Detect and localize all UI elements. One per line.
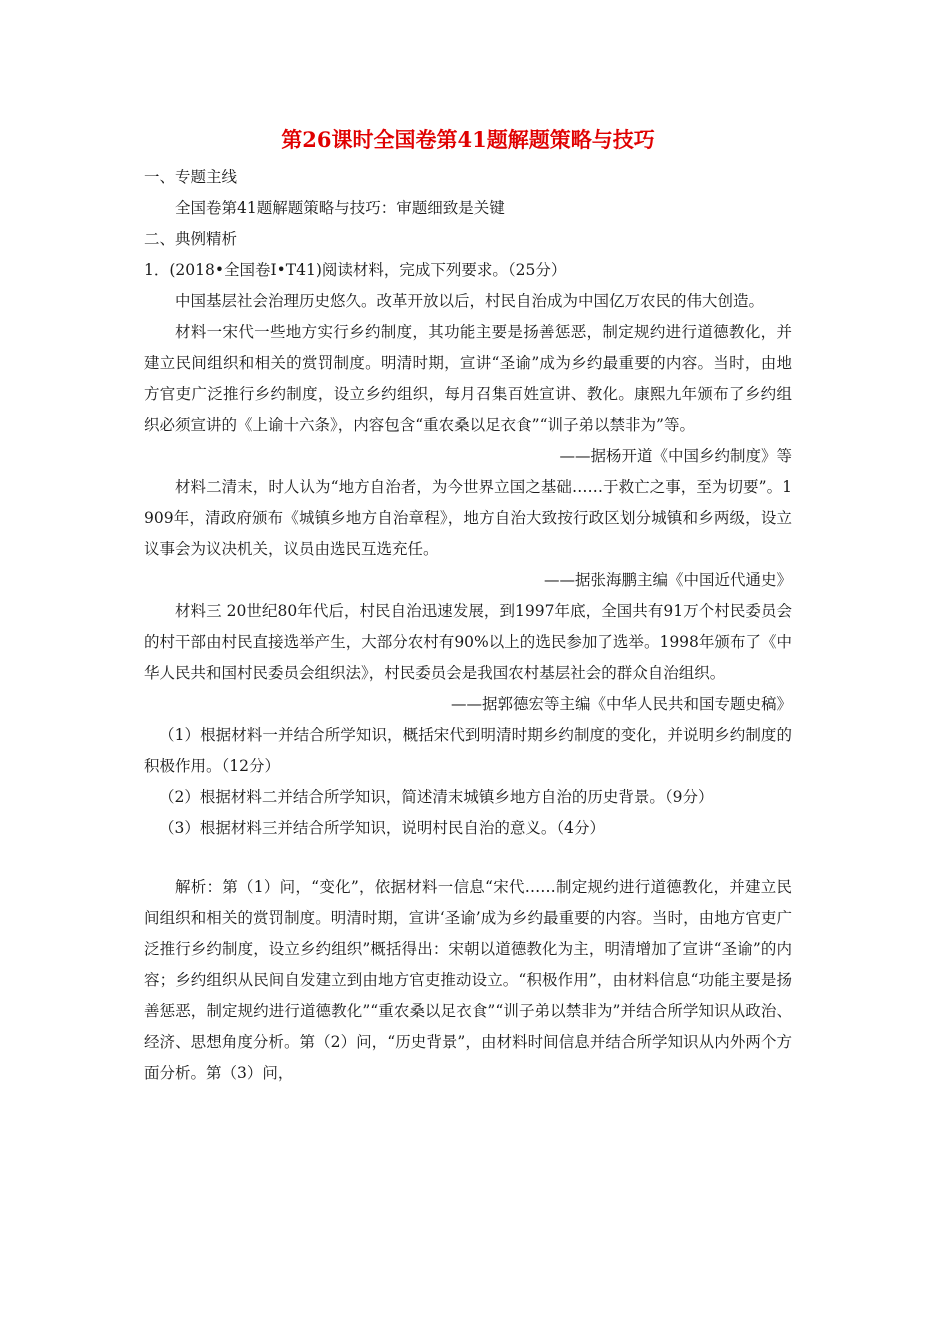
spacer bbox=[144, 844, 792, 872]
material-two: 材料二清末，时人认为“地方自治者，为今世界立国之基础……于救亡之事，至为切要”。1909年，清政府颁布《城镇乡地方自治章程》，地方自治大致按行政区划分城镇和乡两级，设立议事会为议决机关，议员由选民互选充任。 bbox=[144, 478, 792, 558]
section-heading-main-line: 一、专题主线 bbox=[144, 168, 238, 186]
document-page bbox=[144, 120, 792, 1089]
question-intro: 中国基层社会治理历史悠久。改革开放以后，村民自治成为中国亿万农民的伟大创造。 bbox=[175, 292, 765, 310]
material-one-source: ——据杨开道《中国乡约制度》等 bbox=[559, 447, 792, 465]
material-three-source: ——据郭德宏等主编《中华人民共和国专题史稿》 bbox=[450, 695, 792, 713]
analysis-text: 解析：第（1）问，“变化”，依据材料一信息“宋代……制定规约进行道德教化，并建立民间组织和相关的赏罚制度。明清时期，宣讲‘圣谕’成为乡约最重要的内容。当时，由地方官吏广泛推行乡约制度，设立乡约组织”概括得出：宋朝以道德教化为主，明清增加了宣讲“圣谕”的内容；乡约组织从民间自发建立到由地方官吏推动设立。“积极作用”，由材料信息“功能主要是扬善惩恶，制定规约进行道德教化”“重农桑以足衣食”“训子弟以禁非为”并结合所学知识从政治、经济、思想角度分析。第（2）问，“历史背景”，由材料时间信息并结合所学知识从内外两个方面分析。第（3）问， bbox=[144, 878, 792, 1082]
page-title: 第26课时全国卷第41题解题策略与技巧 bbox=[281, 127, 655, 152]
material-three: 材料三 20世纪80年代后，村民自治迅速发展，到1997年底，全国共有91万个村民委员会的村干部由村民直接选举产生，大部分农村有90%以上的选民参加了选举。1998年颁布了《中华人民共和国村民委员会组织法》，村民委员会是我国农村基层社会的群众自治组织。 bbox=[144, 602, 792, 682]
section-heading-examples: 二、典例精析 bbox=[144, 230, 238, 248]
sub-question-3: （3）根据材料三并结合所学知识，说明村民自治的意义。（4分） bbox=[159, 819, 605, 837]
sub-question-2: （2）根据材料二并结合所学知识，简述清末城镇乡地方自治的历史背景。（9分） bbox=[159, 788, 714, 806]
section-content-main-line: 全国卷第41题解题策略与技巧：审题细致是关键 bbox=[175, 199, 505, 217]
material-one: 材料一宋代一些地方实行乡约制度，其功能主要是扬善惩恶，制定规约进行道德教化，并建立民间组织和相关的赏罚制度。明清时期，宣讲“圣谕”成为乡约最重要的内容。当时，由地方官吏广泛推行乡约制度，设立乡约组织，每月召集百姓宣讲、教化。康熙九年颁布了乡约组织必须宣讲的《上谕十六条》，内容包含“重农桑以足衣食”“训子弟以禁非为”等。 bbox=[144, 323, 792, 434]
material-two-source: ——据张海鹏主编《中国近代通史》 bbox=[543, 571, 792, 589]
sub-question-1: （1）根据材料一并结合所学知识，概括宋代到明清时期乡约制度的变化，并说明乡约制度的积极作用。（12分） bbox=[144, 726, 792, 775]
question-stem: 1．(2018•全国卷Ⅰ•T41)阅读材料，完成下列要求。（25分） bbox=[144, 261, 567, 279]
